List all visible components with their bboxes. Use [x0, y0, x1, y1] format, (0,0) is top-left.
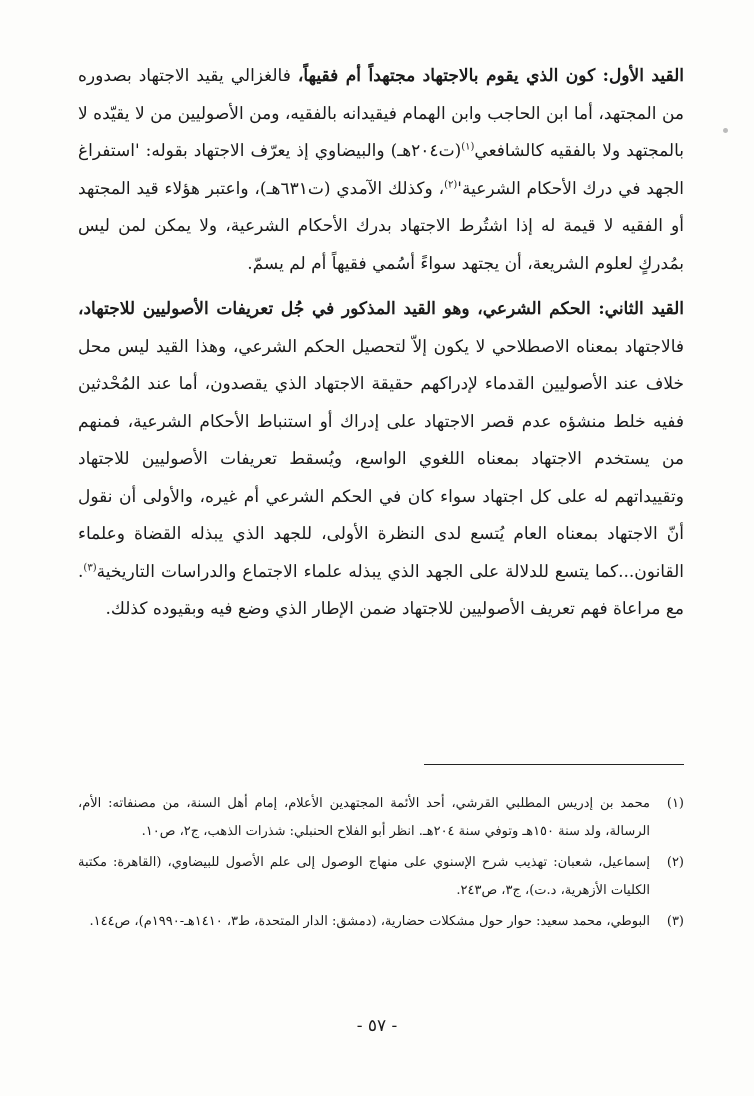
page-number: - ٥٧ -	[356, 1016, 398, 1036]
paragraph-first-constraint	[78, 58, 684, 283]
footnote-separator	[424, 764, 684, 765]
paragraph-text: . مع مراعاة فهم تعريف الأصوليين للاجتهاد ضمن الإطار الذي وضع فيه وبقيوده كذلك.	[78, 561, 684, 619]
footnote-ref[interactable]: (٣)	[83, 561, 97, 573]
footnote-number: (٢)	[666, 855, 684, 870]
footnote-number: (٣)	[666, 914, 684, 929]
paragraph-text: فالغزالي يقيد الاجتهاد بصدوره من المجتهد، أما ابن الحاجب وابن الهمام فيقيدانه بالفقيه، ومن الأصوليين من لا يقيّده لا بالمجتهد ولا بالفقيه كالشافعي	[78, 66, 684, 161]
footnote-number: (١)	[666, 796, 684, 811]
footnote-text: محمد بن إدريس المطلبي القرشي، أحد الأئمة المجتهدين الأعلام، إمام أهل السنة، من مصنفاته: الأم، الرسالة، ولد سنة ١٥٠هـ وتوفي سنة ٢٠٤هـ. انظر أبو الفلاح الحنبلي: شذرات الذهب، ج٢، ص١٠.	[78, 796, 650, 839]
footnote-ref[interactable]: (٢)	[444, 178, 458, 190]
main-text	[78, 58, 684, 629]
footnote-item	[78, 790, 684, 845]
paragraph-lead: القيد الثاني: الحكم الشرعي، وهو القيد المذكور في جُل تعريفات الأصوليين للاجتهاد،	[78, 299, 684, 319]
footnotes	[78, 790, 684, 940]
footnote-text: البوطي، محمد سعيد: حوار حول مشكلات حضارية، (دمشق: الدار المتحدة، ط٣، ١٤١٠هـ-١٩٩٠م)، ص١٤٤.	[89, 914, 650, 929]
paragraph-text: فالاجتهاد بمعناه الاصطلاحي لا يكون إلاّ لتحصيل الحكم الشرعي، وهذا القيد ليس محل خلاف عند الأصوليين القدماء لإدراكهم حقيقة الاجتهاد الذي يقصدون، أما عند المُحْدثين ففيه خلط منشؤه عدم قصر الاجتهاد على إدراك أو استنباط الأحكام الشرعية، فمنهم من يستخدم الاجتهاد بمعناه اللغوي الواسع، ويُسقط تعريفات الأصوليين للاجتهاد وتقييداتهم له على كل اجتهاد سواء كان في الحكم الشرعي أم غيره، والأولى أن نقول أنّ الاجتهاد بمعناه العام يُتسع لدى النظرة الأولى، للجهد الذي يبذله القضاة وعلماء القانون...كما يتسع للدلالة على الجهد الذي يبذله علماء الاجتماع والدراسات التاريخية	[78, 336, 684, 582]
footnote-item	[78, 849, 684, 904]
footnote-text: إسماعيل، شعبان: تهذيب شرح الإسنوي على منهاج الوصول إلى علم الأصول للبيضاوي، (القاهرة: مكتبة الكليات الأزهرية، د.ت)، ج٣، ص٢٤٣.	[78, 855, 650, 898]
scan-dot	[723, 128, 728, 133]
paragraph-text: ، وكذلك الآمدي (ت٦٣١هـ)، واعتبر هؤلاء قيد المجتهد أو الفقيه لا قيمة له إذا اشتُرط الاجتهاد بدرك الأحكام الشرعية، ولا يمكن لمن ليس بمُدركٍ لعلوم الشريعة، أن يجتهد سواءً أسُمي فقيهاً أم لم يسمّ.	[78, 178, 684, 274]
paragraph-second-constraint	[78, 291, 684, 629]
paragraph-lead: القيد الأول: كون الذي يقوم بالاجتهاد مجتهداً أم فقيهاً،	[297, 66, 684, 86]
footnote-ref[interactable]: (١)	[461, 141, 475, 153]
footnote-item	[78, 908, 684, 936]
paragraph-text: (ت٢٠٤هـ) والبيضاوي إذ يعرّف الاجتهاد بقوله: 'استفراغ الجهد في درك الأحكام الشرعية'	[78, 141, 685, 199]
